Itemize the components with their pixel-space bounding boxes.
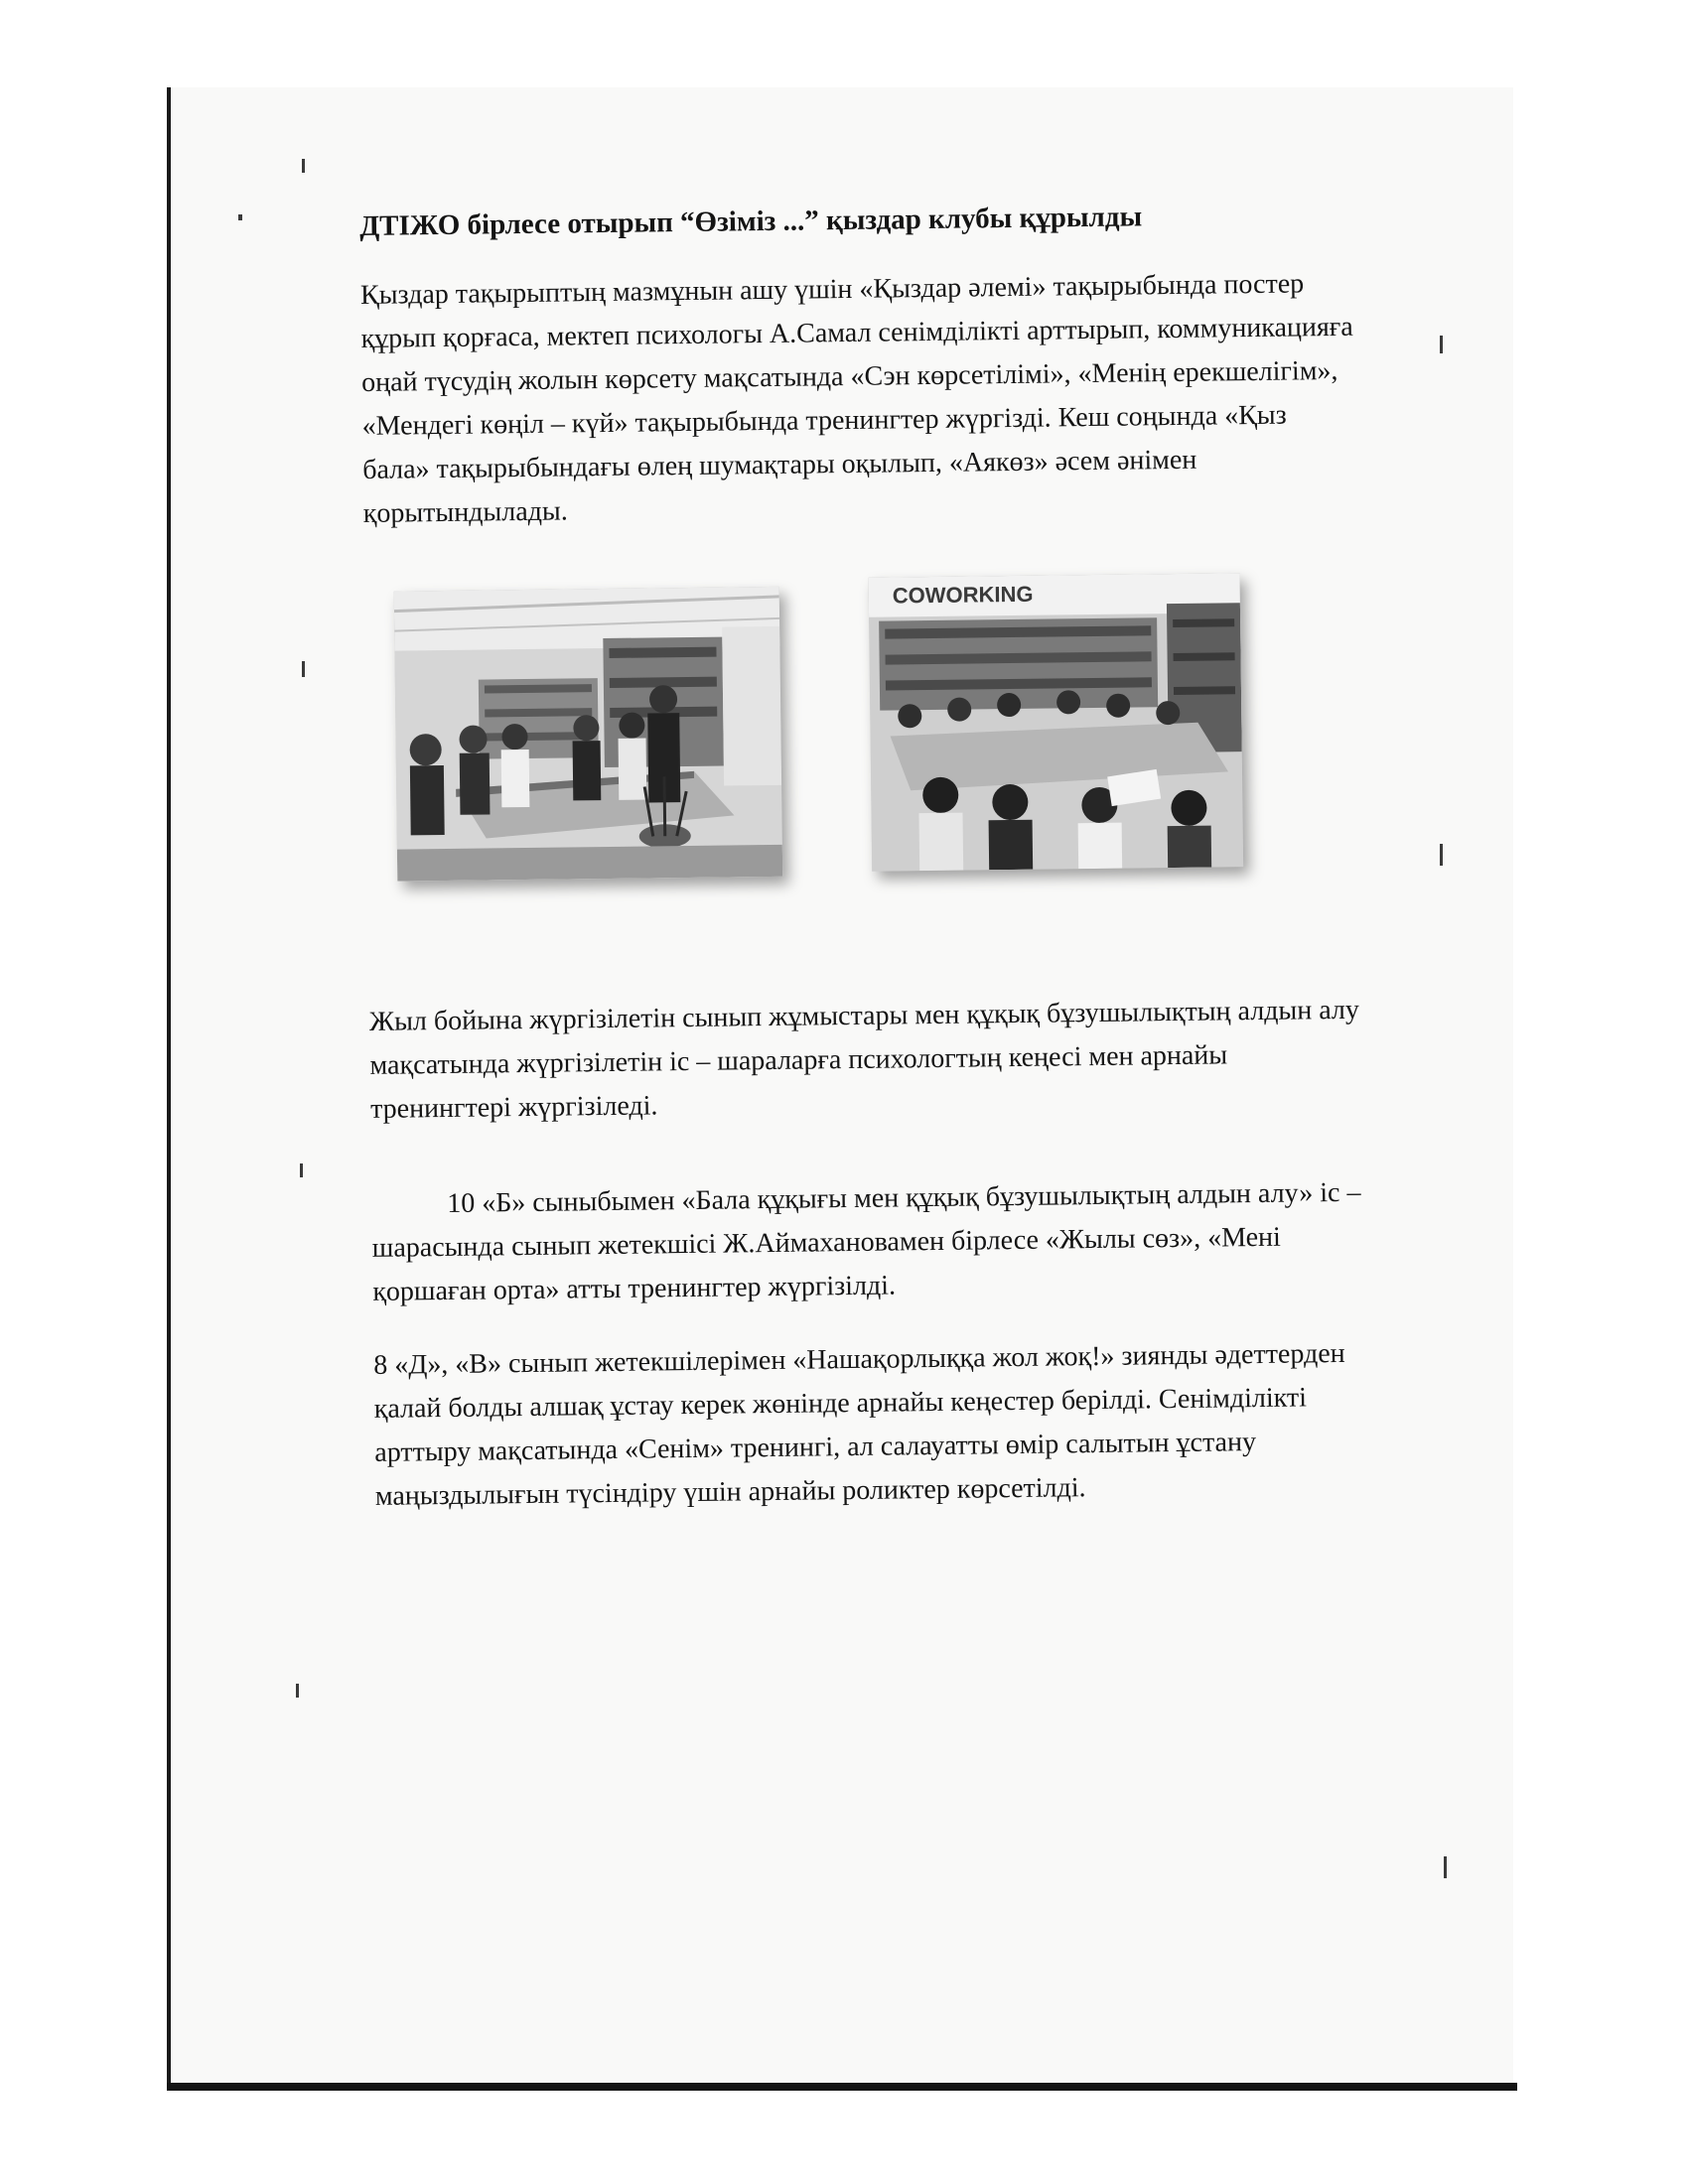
document-body [359, 197, 1368, 1519]
photo-training-session-right [869, 573, 1244, 872]
scan-mark [1440, 844, 1443, 866]
scan-mark [300, 1163, 303, 1177]
paragraph-yearly-work: Жыл бойына жүргізілетін сынып жұмыстары мен құқық бұзушылықтың алдын алу мақсатында жүргізілетін іс – шараларға психологтың кеңесі мен арнайы тренингтері жүргізіледі. [368, 994, 1360, 1125]
scan-mark [302, 661, 305, 677]
photo-training-session-left [394, 587, 783, 882]
scan-mark [296, 1684, 299, 1698]
paragraph-class-10b: 10 «Б» сыныбымен «Бала құқығы мен құқық бұзушылықтың алдын алу» іс – шарасында сынып жетекшісі Ж.Аймахановамен бірлесе «Жылы сөз», «Мені қоршаған орта» атты тренингтер жүргізілді. [371, 1176, 1361, 1307]
document-title: ДТІЖО бірлесе отырып “Өзіміз ...” қыздар клубы құрылды [359, 201, 1143, 242]
paragraph-class-8d-8v: 8 «Д», «В» сынып жетекшілерімен «Нашақорлыққа жол жоқ!» зиянды әдеттерден қалай болды алшақ ұстау керек жөнінде арнайы кеңестер берілді. Сенімділікті арттыру мақсатында «Сенім» тренингі, ал салауатты өмір салытын ұстану маңыздылығын түсіндіру үшін арнайы роликтер көрсетілді. [373, 1337, 1345, 1512]
scan-mark [302, 159, 305, 173]
scan-mark [238, 214, 242, 220]
scan-mark [1440, 336, 1443, 353]
paragraph-girls-club: Қыздар тақырыптың мазмұнын ашу үшін «Қыздар әлемі» тақырыбында постер құрып қорғаса, мектеп психологы А.Самал сенімділікті арттырып, коммуникацияға оңай түсудің жолын көрсету мақсатында «Сэн көрсетілімі», «Менің ерекшелігім», «Мендегі көңіл – күй» тақырыбында тренингтер жүргізді. Кеш соңында «Қыз бала» тақырыбындағы өлең шумақтары оқылып, «Аякөз» әсем әнімен қорытындылады. [359, 268, 1353, 529]
page-bottom-edge [167, 2083, 1517, 2091]
photo-row [364, 571, 1362, 960]
scan-mark [1444, 1856, 1447, 1878]
coworking-sign: COWORKING [892, 581, 1034, 609]
